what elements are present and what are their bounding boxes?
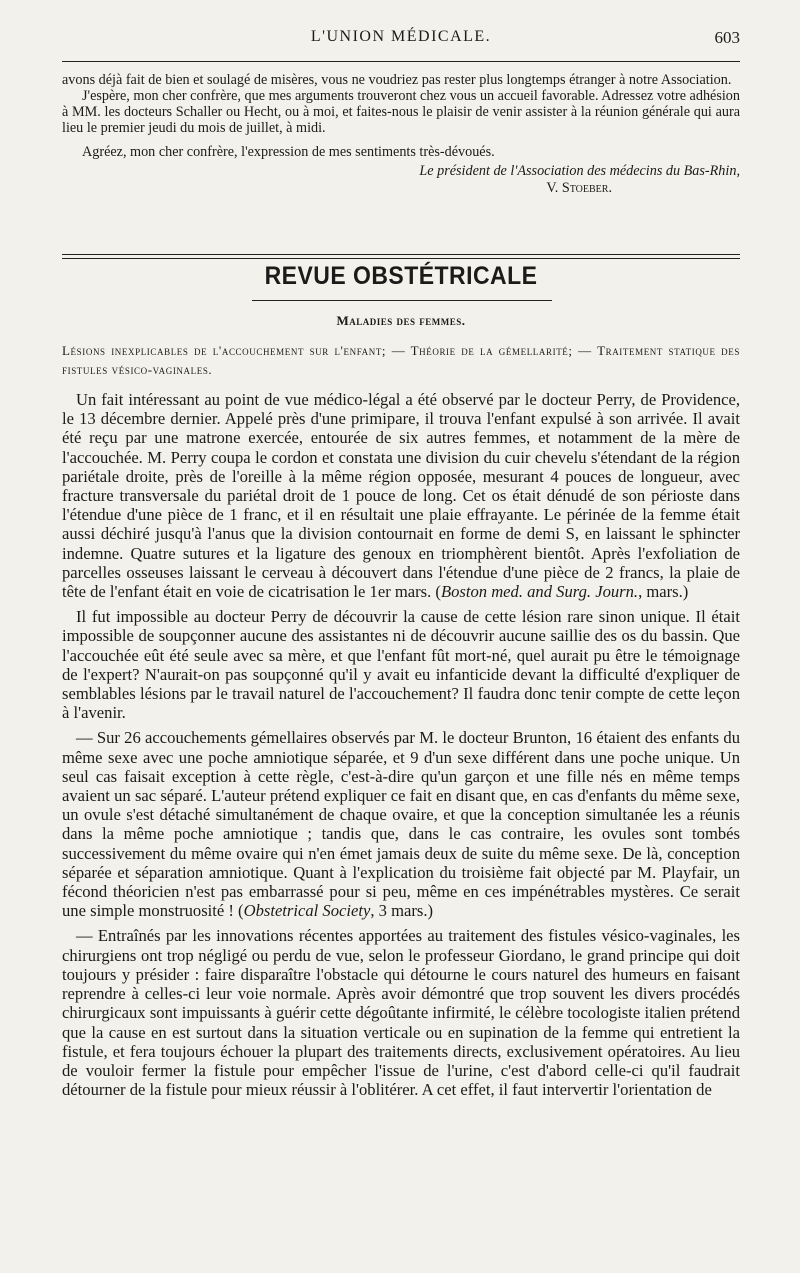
citation: Boston med. and Surg. Journ. bbox=[440, 582, 639, 602]
header-rule bbox=[62, 61, 740, 62]
running-title: L'UNION MÉDICALE. bbox=[310, 28, 492, 45]
signature bbox=[62, 163, 740, 197]
intro-paragraph: avons déjà fait de bien et soulagé de misères, vous ne voudriez pas rester plus longtemps étranger à notre Association. bbox=[62, 72, 732, 88]
signature-role: Le président de l'Association des médecins du Bas-Rhin, bbox=[419, 163, 740, 179]
article-body bbox=[62, 390, 740, 1105]
intro-paragraph: Agréez, mon cher confrère, l'expression de mes sentiments très-dévoués. bbox=[82, 144, 495, 160]
page-header bbox=[62, 0, 740, 48]
body-paragraph: — Sur 26 accouchements gémellaires observés par M. le docteur Brunton, 16 étaient des enfants du même sexe avec une poche amniotique séparée, et 9 d'un sexe différent dans une poche unique. Un seul cas faisait exception à cette règle, c'est-à-dire qu'un garçon et une fille nés en même temps avaient un sac séparé. L'auteur prétend expliquer ce fait en disant que, en cas d'enfants du même sexe, un ovule s'est détaché simultanément de chaque ovaire, et que la conception simultanée les a réunis dans la même poche amniotique ; tandis que, dans le cas contraire, les ovules sont tombés successivement du même ovaire qui n'en émet jamais deux de suite du même sexe. De là, conception séparée et séparation amniotique. Quant à l'explication du troisième fait objecté par M. Playfair, un fécond théoricien n'est pas embarrassé pour si peu, même en ces impénétrables mystères. Ce serait une simple monstruosité ! (Obstetrical Society, 3 mars.) bbox=[62, 728, 740, 921]
section-divider bbox=[62, 254, 740, 259]
citation: Obstetrical Society bbox=[243, 901, 371, 921]
article-subject: Lésions inexplicables de l'accouchement sur l'enfant; — Théorie de la gémellarité; — Traitement statique des fistules vésico-vaginales. bbox=[62, 343, 740, 377]
body-paragraph: — Entraînés par les innovations récentes apportées au traitement des fistules vésico-vaginales, les chirurgiens ont trop négligé ou perdu de vue, selon le professeur Giordano, le grand principe qui doit toujours y présider : faire disparaître l'obstacle qui détourne le cours naturel des humeurs en faisant reprendre à celles-ci leur voie normale. Après avoir démontré que trop souvent les divers procédés chirurgicaux sont impuissants à guérir cette dégoûtante infirmité, le célèbre tocologiste italien prétend que la cause en est surtout dans la situation verticale ou en supination de la femme qui entretient la fistule, et fera toujours échouer la plupart des traitements directs, exclusivement opératoires. Au lieu de vouloir fermer la fistule pour empêcher l'issue de l'urine, c'est d'abord celle-ci qu'il faudrait détourner de la fistule pour mieux réussir à l'oblitérer. A cet effet, il faut intervertir l'orientation de bbox=[62, 926, 740, 1100]
document-page bbox=[62, 0, 740, 1100]
subsection-title: Maladies des femmes. bbox=[336, 313, 466, 328]
intro-paragraph: J'espère, mon cher confrère, que mes arguments trouveront chez vous un accueil favorable. Adressez votre adhésion à MM. les docteurs Schaller ou Hecht, ou à moi, et faites-nous le plaisir de venir assister à la réunion générale qui aura lieu le premier jeudi du mois de juillet, à midi. bbox=[62, 88, 740, 136]
body-paragraph: Il fut impossible au docteur Perry de découvrir la cause de cette lésion rare sinon unique. Il était impossible de soupçonner aucune des assistantes ni de découvrir aucune saillie des os du bassin. Que l'accouchée eût été seule avec sa mère, et que l'enfant fût mort-né, quel aurait pu être le témoignage de l'expert? N'aurait-on pas soupçonné qu'il y avait eu infanticide devant la difficulté d'expliquer de semblables lésions par le travail naturel de l'accouchement? Il faudra donc tenir compte de cette leçon à l'avenir. bbox=[62, 607, 740, 723]
letter-closing bbox=[62, 72, 740, 197]
signature-name: V. Stoeber. bbox=[546, 180, 612, 196]
section-title: REVUE OBSTÉTRICALE bbox=[264, 262, 538, 290]
page-number: 603 bbox=[714, 28, 740, 47]
title-rule bbox=[252, 300, 552, 301]
body-paragraph: Un fait intéressant au point de vue médico-légal a été observé par le docteur Perry, de Providence, le 13 décembre dernier. Appelé près d'une primipare, il trouva l'enfant expulsé à son arrivée. Il avait été reçu par une matrone exercée, entourée de six autres femmes, et notamment de la mère de l'accouchée. M. Perry coupa le cordon et constata une division du cuir chevelu s'étendant de la région pariétale droite, près de l'oreille à la même région opposée, mesurant 4 pouces de longueur, avec fracture transversale du pariétal droit de 1 pouce de long. Cet os était dénudé de son périoste dans l'étendue d'une pièce de 1 franc, et il en résultait une plaie effrayante. Le périnée de la femme était aussi déchiré jusqu'à l'anus que la division contournait en forme de demi S, en laissant le sphincter indemne. Quatre sutures et la ligature des genoux en triomphèrent bientôt. Après l'exfoliation de parcelles osseuses laissant le cerveau à découvert dans l'étendue d'une pièce de 2 francs, la plaie de tête de l'enfant était en voie de cicatrisation le 1er mars. (Boston med. and Surg. Journ., mars.) bbox=[62, 390, 740, 602]
